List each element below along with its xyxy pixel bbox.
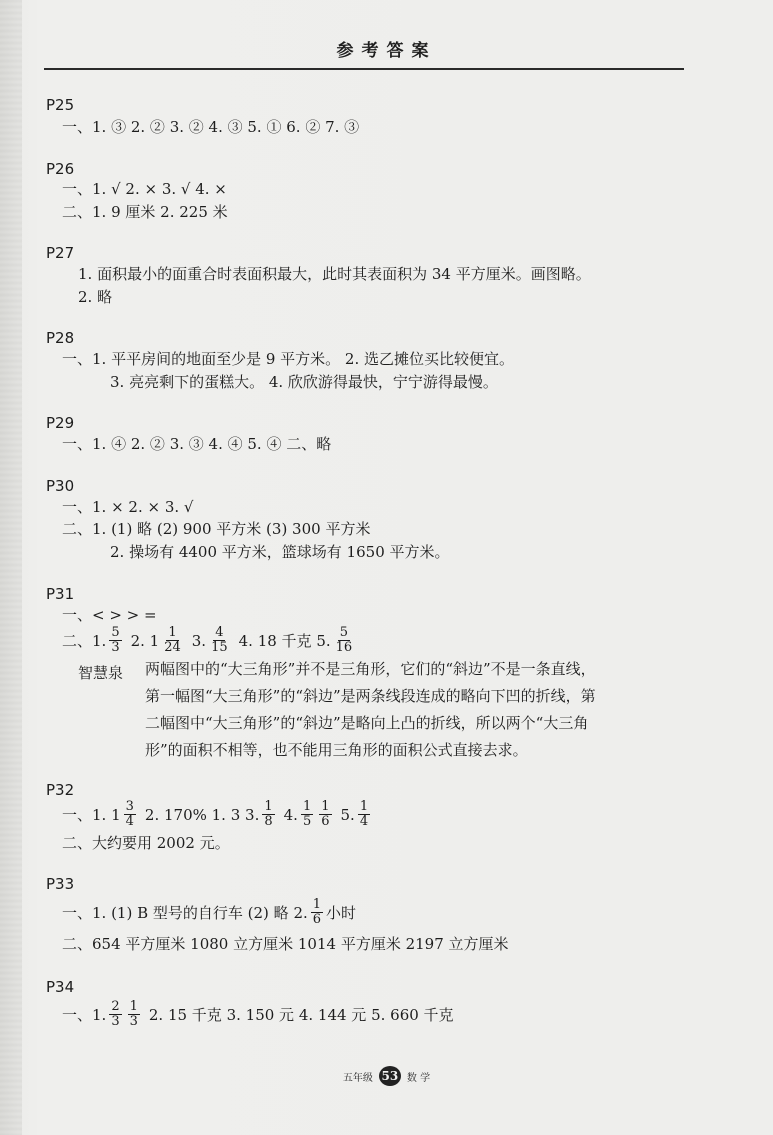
fraction: $\frac{2}{3}$ (111, 999, 120, 1029)
page-footer (0, 1066, 773, 1086)
wisdom-paragraph-line: 形”的面积不相等，也不能用三角形的面积公式直接去求。 (145, 741, 528, 759)
item-text: 一、1. (1) B 型号的自行车 (2) 略 2. (62, 904, 308, 922)
wisdom-paragraph-line: 第一幅图“大三角形”的“斜边”是两条线段连成的略向下凹的折线，第 (145, 687, 596, 705)
section-label-p26: P26 (46, 160, 75, 178)
section-label-p32: P32 (46, 781, 75, 799)
book-binding-edge (0, 0, 22, 1135)
fraction: $\frac{1}{8}$ (264, 799, 273, 829)
section-label-p33: P33 (46, 875, 75, 893)
answer-line: 2. 略 (78, 288, 113, 306)
section-label-p25: P25 (46, 96, 75, 114)
fraction: $\frac{1}{6}$ (312, 897, 322, 927)
answer-line: 二、大约要用 2002 元。 (62, 834, 230, 852)
item-text: 2. 170% 1. 3 3. (144, 805, 260, 824)
section-label-p34: P34 (46, 978, 75, 996)
answer-line: 二、1. 9 厘米 2. 225 米 (62, 203, 228, 221)
answer-line: 3. 亮亮剩下的蛋糕大。 4. 欣欣游得最快，宁宁游得最慢。 (110, 373, 498, 391)
item-text: 4. 18 千克 5. (238, 632, 331, 650)
answer-line: 一、1. √ 2. × 3. √ 4. × (62, 180, 227, 198)
page-number-badge: 53 (379, 1066, 401, 1086)
item-prefix: 二、1. (62, 632, 107, 650)
fraction: $\frac{1}{6}$ (321, 799, 330, 829)
fraction: $\frac{5}{3}$ (111, 625, 120, 655)
answer-line: 1. 面积最小的面重合时表面积最大，此时其表面积为 34 平方厘米。画图略。 (78, 265, 591, 283)
header-divider (44, 68, 684, 70)
item-text: 4. (283, 805, 298, 824)
fraction: $\frac{1}{5}$ (302, 799, 312, 829)
answer-line: 一、< > > = (62, 606, 157, 624)
fraction: $\frac{1}{3}$ (129, 999, 138, 1029)
section-label-p29: P29 (46, 414, 75, 432)
section-label-p27: P27 (46, 244, 75, 262)
answer-line: 一、1. ③ 2. ② 3. ② 4. ③ 5. ① 6. ② 7. ③ (62, 118, 360, 136)
item-text: 2. 15 千克 3. 150 元 4. 144 元 5. 660 千克 (148, 1006, 454, 1024)
wisdom-label: 智慧泉 (78, 664, 124, 682)
answer-line: 2. 操场有 4400 平方米，篮球场有 1650 平方米。 (110, 543, 450, 561)
item-text: 5. (340, 805, 355, 824)
answer-line: 一、1. × 2. × 3. √ (62, 498, 194, 516)
section-label-p31: P31 (46, 585, 75, 603)
item-text: 小时 (326, 904, 357, 922)
answer-line: 一、1. 平平房间的地面至少是 9 平方米。 2. 选乙摊位买比较便宜。 (62, 350, 515, 368)
item-text: 2. 1 (130, 631, 160, 650)
footer-grade: 五年级 (342, 1072, 373, 1084)
item-prefix: 一、1. (62, 1006, 107, 1024)
item-text: 3. (191, 631, 207, 650)
page-title: 参考答案 (336, 41, 437, 61)
fraction: $\frac{1}{24}$ (164, 625, 181, 655)
answer-line: 一、1. ④ 2. ② 3. ③ 4. ④ 5. ④ 二、略 (62, 435, 332, 453)
item-prefix: 一、1. 1 (62, 806, 121, 824)
section-label-p28: P28 (46, 329, 75, 347)
fraction: $\frac{3}{4}$ (125, 799, 134, 829)
answer-line-fractions (62, 898, 356, 927)
answer-line-fractions (62, 1000, 454, 1029)
section-label-p30: P30 (46, 477, 75, 495)
wisdom-paragraph-line: 两幅图中的“大三角形”并不是三角形，它们的“斜边”不是一条直线， (145, 660, 596, 678)
answer-line-fractions (62, 626, 357, 655)
fraction: $\frac{4}{15}$ (211, 625, 228, 655)
wisdom-paragraph-line: 二幅图中“大三角形”的“斜边”是略向上凸的折线，所以两个“大三角 (145, 714, 589, 732)
fraction: $\frac{5}{16}$ (335, 625, 353, 655)
fraction: $\frac{1}{4}$ (359, 799, 369, 829)
answer-line: 二、654 平方厘米 1080 立方厘米 1014 平方厘米 2197 立方厘米 (62, 935, 509, 953)
answer-line: 二、1. (1) 略 (2) 900 平方米 (3) 300 平方米 (62, 520, 371, 538)
footer-subject: 数 学 (406, 1072, 431, 1084)
answer-line-fractions (62, 800, 373, 829)
